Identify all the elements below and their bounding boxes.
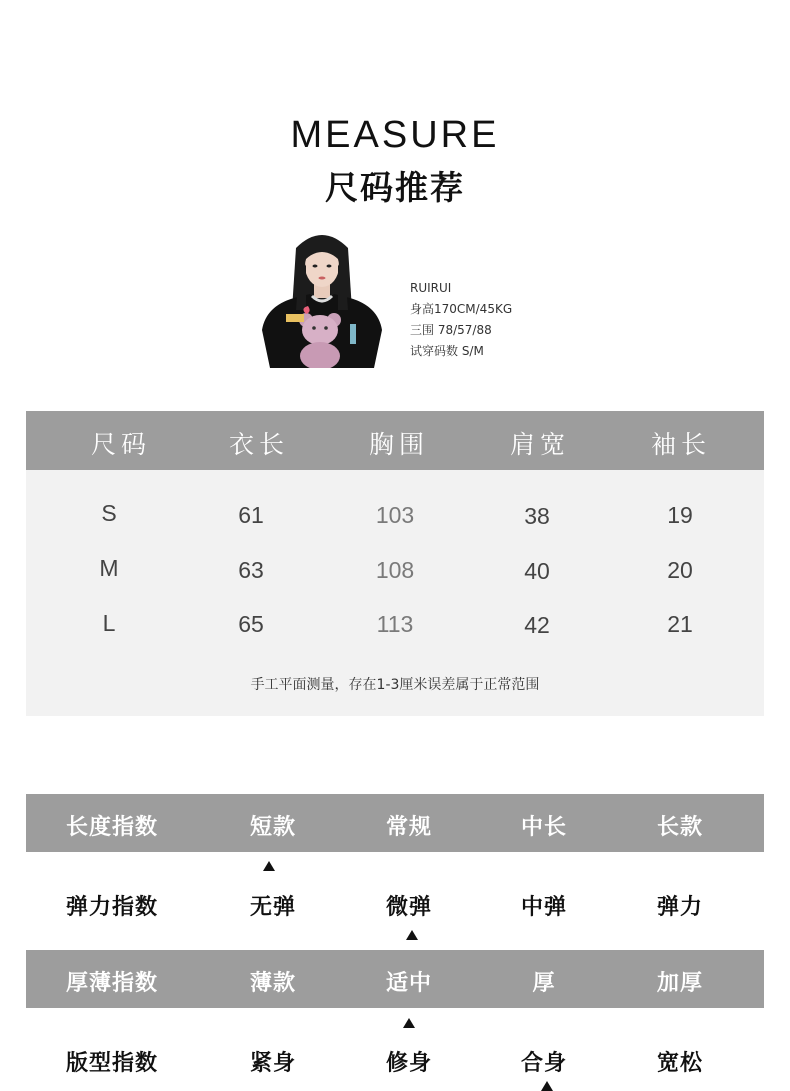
fit-index-label: 版型指数 xyxy=(65,1051,159,1076)
size-table-body xyxy=(26,470,764,716)
cell-length: 61 xyxy=(238,502,264,528)
cell-sleeve: 21 xyxy=(667,611,693,637)
header-shoulder: 肩宽 xyxy=(509,430,571,459)
cell-sleeve: 20 xyxy=(667,557,693,583)
length-option: 常规 xyxy=(385,815,433,840)
elasticity-option: 弹力 xyxy=(656,895,704,920)
cell-sleeve: 19 xyxy=(667,502,693,528)
length-option: 长款 xyxy=(656,815,704,840)
page-title-cn: 尺码推荐 xyxy=(325,168,465,207)
length-selected-marker xyxy=(263,861,275,871)
cell-shoulder: 40 xyxy=(524,558,550,584)
page-title-en: MEASURE xyxy=(290,114,500,156)
elasticity-option: 微弹 xyxy=(385,895,433,920)
thickness-option: 厚 xyxy=(532,971,556,996)
model-size-worn: 试穿码数 S/M xyxy=(410,344,484,358)
fit-option: 合身 xyxy=(520,1051,568,1076)
cell-chest: 108 xyxy=(375,557,415,583)
length-option: 中长 xyxy=(520,815,568,840)
fit-selected-marker xyxy=(541,1081,553,1091)
cell-length: 63 xyxy=(238,557,264,583)
model-info xyxy=(410,278,512,362)
model-photo xyxy=(260,226,384,368)
model-name: RUIRUI xyxy=(410,281,452,295)
measurement-note: 手工平面测量，存在1-3厘米误差属于正常范围 xyxy=(250,677,540,693)
elasticity-option: 中弹 xyxy=(520,895,568,920)
fit-option: 宽松 xyxy=(656,1051,704,1076)
header-sleeve: 袖长 xyxy=(650,430,712,459)
length-option: 短款 xyxy=(249,815,297,840)
thickness-option: 薄款 xyxy=(249,971,297,996)
elasticity-option: 无弹 xyxy=(249,895,297,920)
size-table-header xyxy=(26,411,764,470)
cell-shoulder: 38 xyxy=(524,503,550,529)
header-length: 衣长 xyxy=(228,430,290,459)
cell-length: 65 xyxy=(238,611,264,637)
cell-size: L xyxy=(102,610,116,636)
elasticity-index-label: 弹力指数 xyxy=(65,895,159,920)
model-measurements: 三围 78/57/88 xyxy=(410,323,492,337)
cell-chest: 113 xyxy=(376,611,414,637)
cell-size: S xyxy=(101,500,117,526)
header-chest: 胸围 xyxy=(368,430,430,459)
length-index-bar xyxy=(26,794,764,852)
thickness-option: 适中 xyxy=(385,971,433,996)
thickness-index-bar xyxy=(26,950,764,1008)
thickness-index-label: 厚薄指数 xyxy=(65,971,159,996)
fit-option: 紧身 xyxy=(249,1051,297,1076)
model-height-weight: 身高170CM/45KG xyxy=(410,302,513,316)
thickness-selected-marker xyxy=(403,1018,415,1028)
header-size: 尺码 xyxy=(90,430,152,459)
elasticity-selected-marker xyxy=(406,930,418,940)
cell-size: M xyxy=(99,555,119,581)
cell-shoulder: 42 xyxy=(524,612,550,638)
fit-option: 修身 xyxy=(385,1051,433,1076)
thickness-option: 加厚 xyxy=(656,971,704,996)
length-index-label: 长度指数 xyxy=(65,815,159,840)
cell-chest: 103 xyxy=(375,502,415,528)
